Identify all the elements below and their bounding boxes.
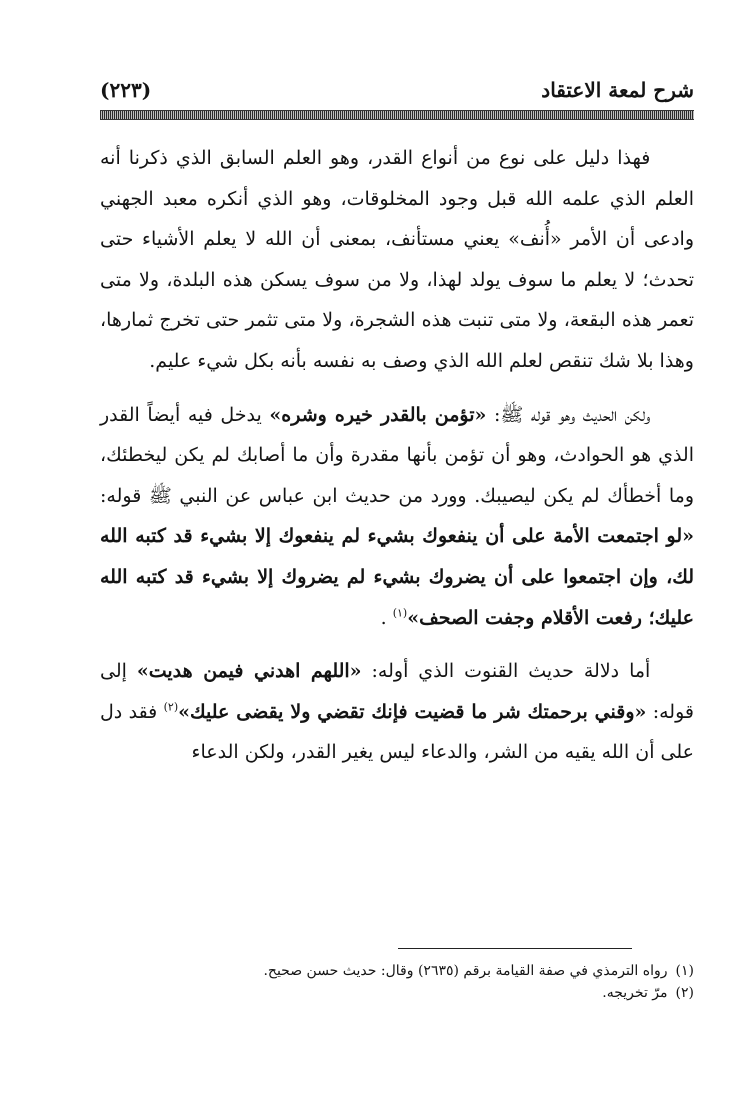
footnote-ref-2[interactable]: (٢)	[163, 700, 179, 714]
footnote-number: (٢)	[675, 985, 694, 1001]
hadith-quote-belief-in-qadar: «تؤمن بالقدر خيره وشره»	[269, 403, 487, 426]
paragraph-3	[100, 651, 694, 773]
paragraph-2	[100, 395, 694, 639]
body-text	[100, 138, 694, 773]
footnote-text: رواه الترمذي في صفة القيامة برقم (٢٦٣٥) وقال: حديث حسن صحيح.	[263, 963, 668, 979]
footnote-number: (١)	[675, 963, 694, 979]
book-title: شرح لمعة الاعتقاد	[541, 78, 694, 102]
paragraph-3-end: فقد دل على أن الله يقيه من الشر، والدعاء ليس يغير القدر، ولكن الدعاء	[100, 700, 694, 764]
footnote-separator	[398, 948, 632, 949]
footnotes	[100, 960, 694, 1004]
paragraph-3-middle: إلى قوله:	[100, 660, 694, 723]
paragraph-2-end: .	[380, 606, 393, 629]
header-rule	[100, 110, 694, 120]
paragraph-2-middle: يدخل فيه أيضاً القدر الذي هو الحوادث، وهو أن تؤمن بأنها مقدرة وأن ما أصابك لم يكن ليخطئك، وما أخطأك لم يكن ليصيبك. وورد من حديث ابن عباس عن النبي ﷺ قوله:	[100, 403, 694, 507]
paragraph-2-intro: ولكن الحديث وهو قوله ﷺ:	[486, 403, 651, 426]
footnote-2	[100, 982, 694, 1004]
hadith-quote-qunut-opening: «اللهم اهدني فيمن هديت»	[136, 660, 362, 683]
paragraph-1-text: فهذا دليل على نوع من أنواع القدر، وهو العلم السابق الذي ذكرنا أنه العلم الذي علمه الله قبل وجود المخلوقات، وهو الذي أنكره معبد الجهني وادعى أن الأمر «أُنف» يعني مستأنف، بمعنى أن الله لا يعلم الأشياء حتى تحدث؛ لا يعلم ما سوف يولد لهذا، ولا من سوف يسكن هذه البلدة، ولا متى تعمر هذه البقعة، ولا متى تنبت هذه الشجرة، ولا متى تثمر حتى تخرج ثمارها، وهذا بلا شك تنقص لعلم الله الذي وصف به نفسه بأنه بكل شيء عليم.	[100, 147, 694, 372]
footnote-text: مرّ تخريجه.	[602, 985, 668, 1001]
page-number: (٢٢٣)	[100, 78, 152, 102]
running-head	[100, 62, 694, 102]
paragraph-1	[100, 138, 694, 382]
footnote-ref-1[interactable]: (١)	[392, 606, 408, 620]
hadith-quote-ibn-abbas: «لو اجتمعت الأمة على أن ينفعوك بشيء لم ينفعوك إلا بشيء قد كتبه الله لك، وإن اجتمعوا على أن يضروك بشيء لم يضروك إلا بشيء قد كتبه الله عليك؛ رفعت الأقلام وجفت الصحف»	[100, 525, 694, 629]
paragraph-3-intro: أما دلالة حديث القنوت الذي أوله:	[361, 660, 651, 683]
hadith-quote-qunut-protection: «وقني برحمتك شر ما قضيت فإنك تقضي ولا يقضى عليك»	[178, 700, 647, 723]
footnote-1	[100, 960, 694, 982]
